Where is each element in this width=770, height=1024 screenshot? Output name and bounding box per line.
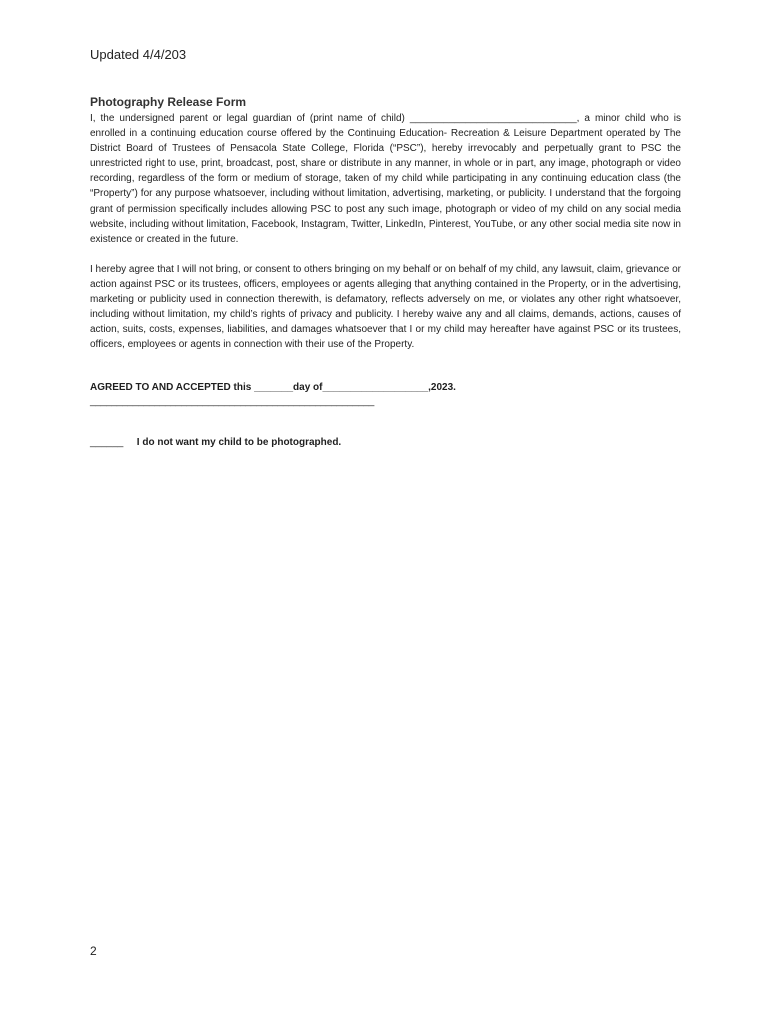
- page-number: 2: [90, 944, 97, 958]
- form-title: Photography Release Form: [90, 95, 247, 109]
- waiver-paragraph: I hereby agree that I will not bring, or consent to others bringing on my behalf or on behalf of my child, any lawsuit, claim, grievance or action against PSC or its trustees, officers, employees or agents alleging that anything contained in the Property, or in the advertising, marketing or publicity used in connection therewith, is defamatory, reflects adversely on me, or violates any other right whatsoever, including without limitation, my child’s rights of privacy and publicity. I hereby waive any and all claims, demands, actions, causes of action, suits, costs, expenses, liabilities, and damages whatsoever that I or my child may hereafter have against PSC or its trustees, officers, employees or agents in connection with their use of the Property.: [90, 264, 681, 351]
- release-paragraph: I, the undersigned parent or legal guardian of (print name of child) ______________________________, a minor child who is enrolled in a continuing education course offered by the Continuing Education- Recreation & Leisure Department operated by The District Board of Trustees of Pensacola State College, Florida (“PSC”), hereby irrevocably and perpetually grant to PSC the unrestricted right to use, print, broadcast, post, share or distribute in any manner, in whole or in part, any image, photograph or video recording, regardless of the form or medium of storage, taken of my child while participating in any continuing education class (the “Property”) for any purpose whatsoever, including without limitation, advertising, marketing, or publicity. I understand that the forgoing grant of permission specifically includes allowing PSC to post any such image, photograph or video of my child on any social media website, including without limitation, Facebook, Instagram, Twitter, LinkedIn, Pinterest, YouTube, or any other social media site now in existence or created in the future.: [90, 113, 681, 245]
- optout-label: I do not want my child to be photographed.: [136, 437, 342, 448]
- optout-blank: ______: [90, 437, 124, 448]
- updated-date: Updated 4/4/203: [90, 47, 187, 62]
- agreement-line: AGREED TO AND ACCEPTED this _______day of___________________,2023.: [90, 382, 456, 393]
- optout-row: [90, 437, 341, 448]
- signature-line: _____________________________________________________: [90, 396, 375, 407]
